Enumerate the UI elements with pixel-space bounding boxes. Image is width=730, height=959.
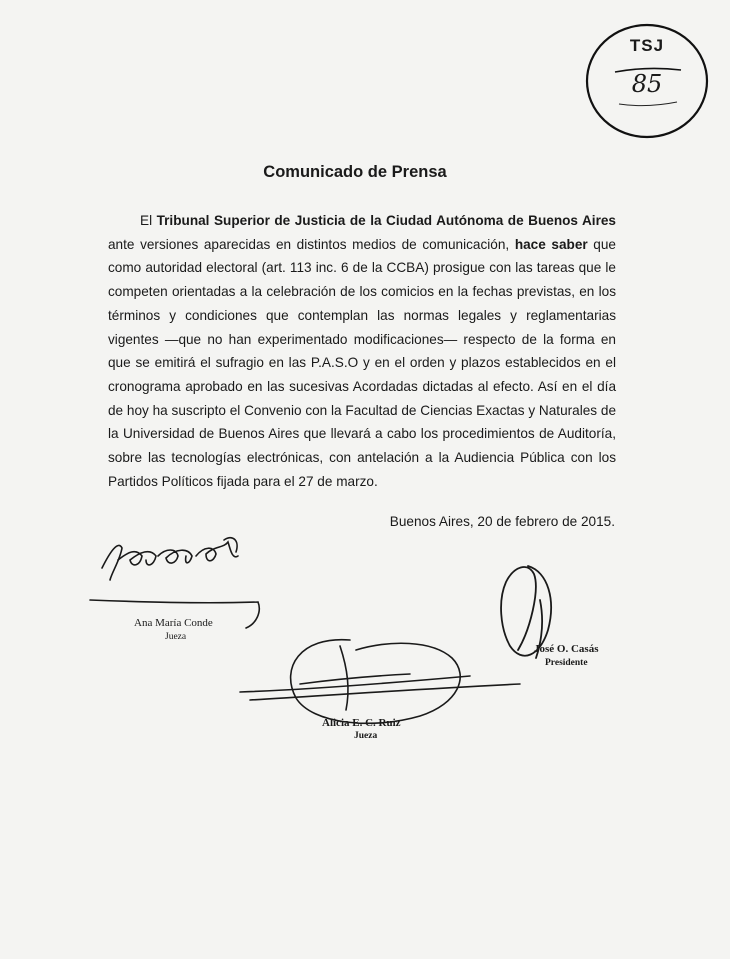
signature-ruiz-name: Alicia E. C. Ruiz bbox=[322, 717, 401, 729]
body-bold-institution: Tribunal Superior de Justicia de la Ciudad Autónoma de Buenos Aires bbox=[156, 213, 616, 228]
body-text-2: ante versiones aparecidas en distintos medios de comunicación, bbox=[108, 236, 515, 252]
signature-conde-name: Ana María Conde bbox=[134, 617, 213, 629]
body-bold-hace-saber: hace saber bbox=[514, 236, 588, 252]
signature-ruiz-role: Jueza bbox=[354, 731, 378, 741]
signature-conde-scribble bbox=[90, 538, 259, 628]
signature-casas-role: Presidente bbox=[545, 658, 588, 668]
date-line: Buenos Aires, 20 de febrero de 2015. bbox=[389, 514, 615, 529]
stamp-number: 85 bbox=[631, 70, 663, 98]
document-title: Comunicado de Prensa bbox=[263, 163, 447, 181]
signature-conde-role: Jueza bbox=[165, 632, 187, 642]
signature-ruiz-scribble bbox=[240, 640, 520, 724]
body-text-3: que como autoridad electoral (art. 113 inc. 6 de la CCBA) prosigue con las tareas que le competen orientadas a la celebración de los comicios en la fechas previstas, en los términos y condiciones que contemplan las normas legales y reglamentarias vigentes —que no han experimentado modificaciones— respecto de la forma en que se emitirá el sufragio en las P.A.S.O y en el orden y plazos establecidos en el cronograma aprobado en las sucesivas Acordadas dictadas al efecto. Así en el día de hoy ha suscripto el Convenio con la Facultad de Ciencias Exactas y Naturales de la Universidad de Buenos Aires que llevará a cabo los procedimientos de Auditoría, sobre las tecnologías electrónicas, con antelación a la Audiencia Pública con los Partidos Políticos fijada para el 27 de marzo. bbox=[108, 236, 616, 489]
stamp-label: TSJ bbox=[629, 36, 665, 55]
body-text-1: El bbox=[140, 213, 157, 228]
signature-casas-name: José O. Casás bbox=[534, 643, 599, 655]
